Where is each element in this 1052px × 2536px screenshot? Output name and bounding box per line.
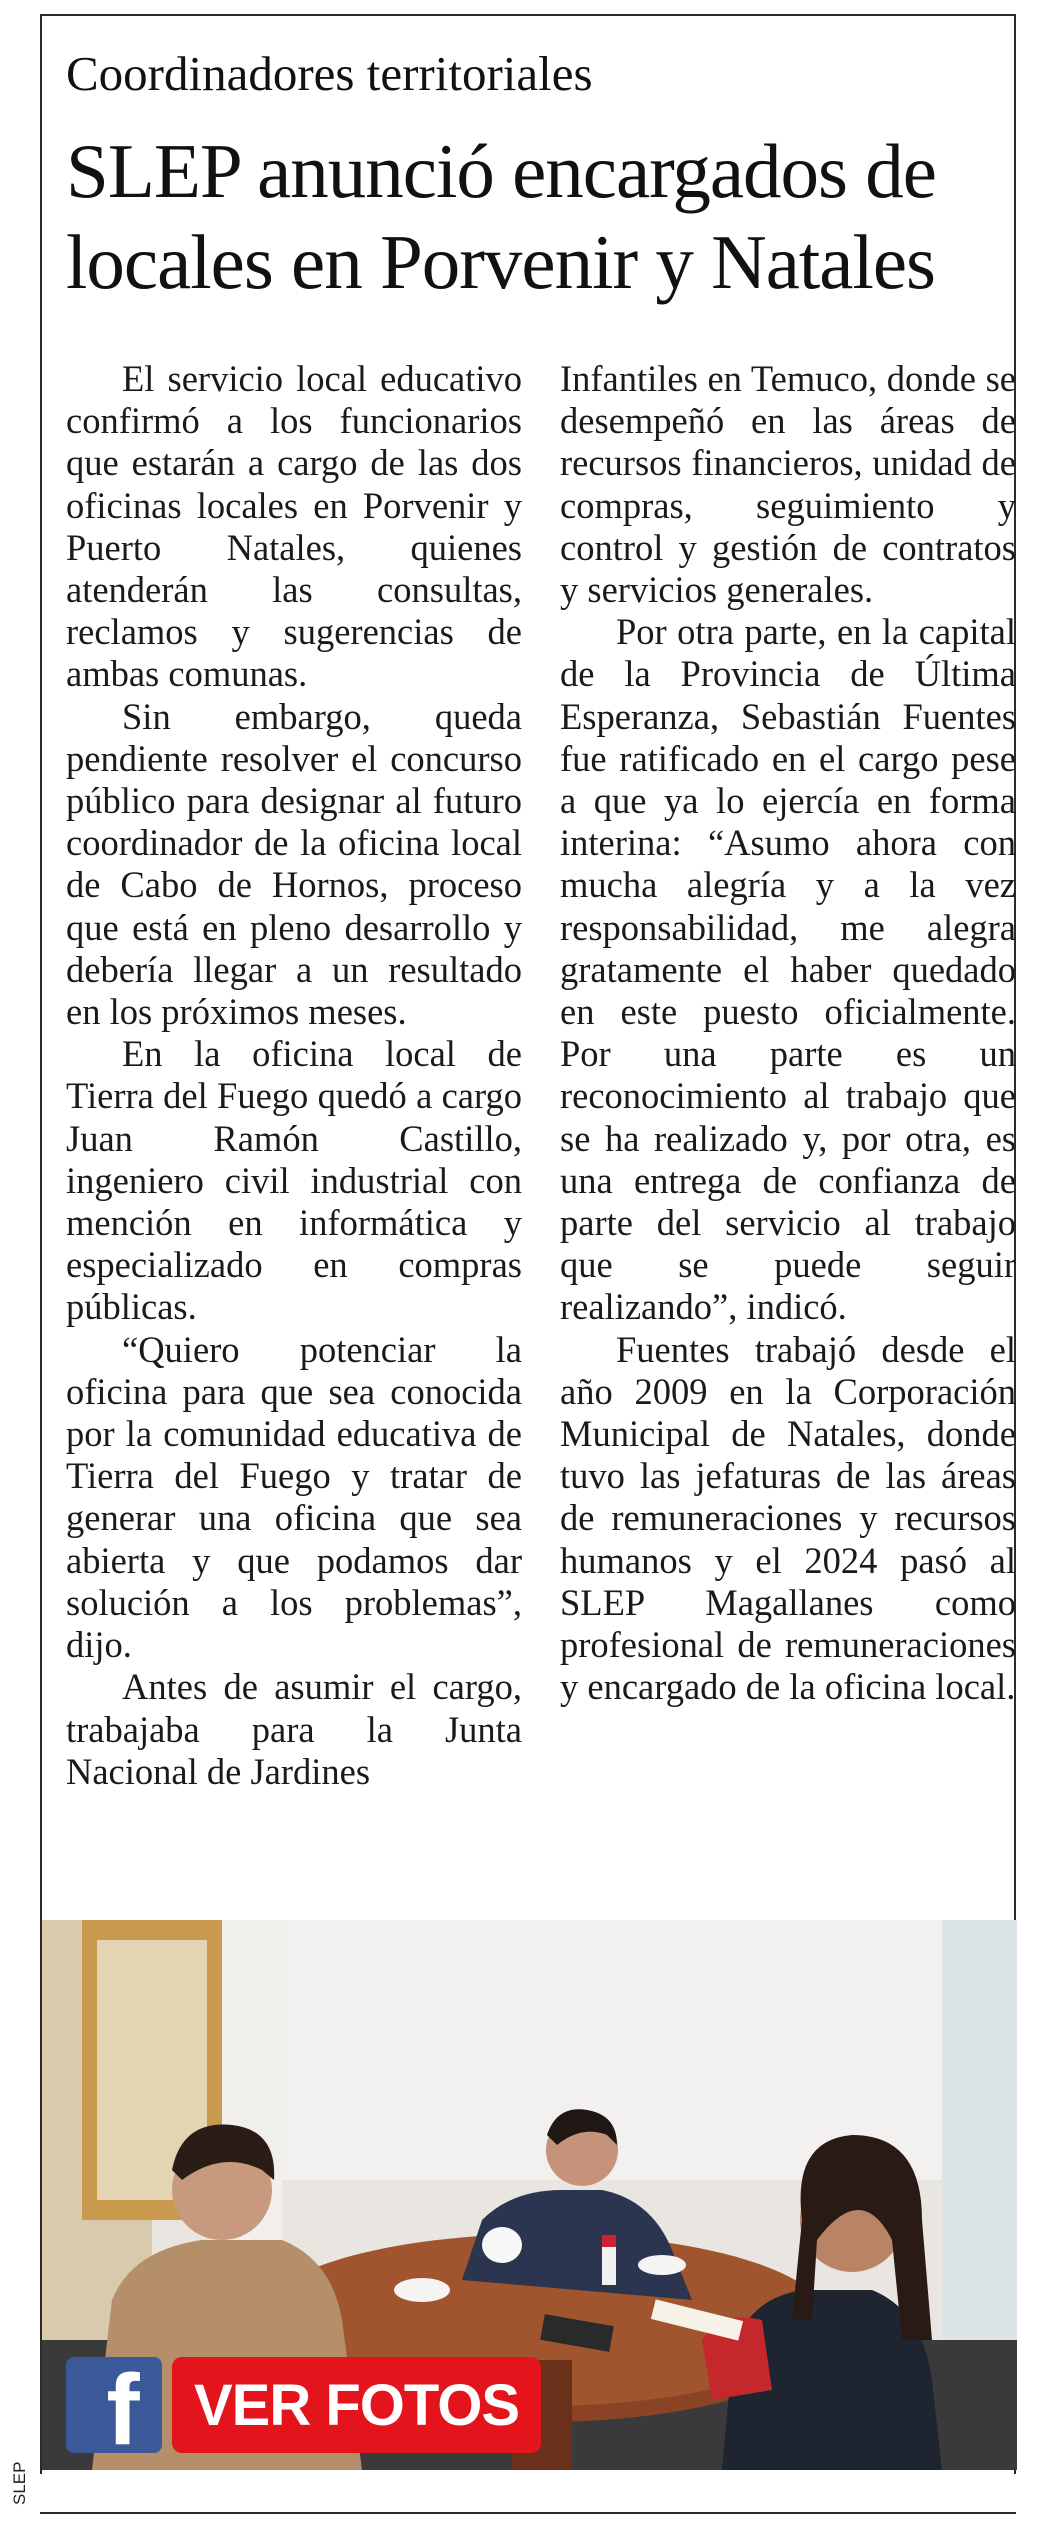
article-paragraph: Por otra parte, en la capital de la Provincia de Última Esperanza, Sebastián Fuentes fue ratificado en el cargo pese a que ya lo ejercía en forma interina: “Asumo ahora con mucha alegría y a la vez responsabilidad, me alegra gratamente el haber quedado en este puesto oficialmente. Por una parte es un reconocimiento al trabajo que se ha realizado y, por otra, es una entrega de confianza de parte del servicio al trabajo que se puede seguir realizando”, indicó.: [560, 611, 1016, 1328]
article-paragraph: Antes de asumir el cargo, trabajaba para la Junta Nacional de Jardines: [66, 1666, 522, 1792]
ver-fotos-button[interactable]: [66, 2357, 541, 2453]
article-paragraph: Sin embargo, queda pendiente resolver el concurso público para designar al futuro coordinador de la oficina local de Cabo de Hornos, proceso que está en pleno desarrollo y debería llegar a un resultado en los próximos meses.: [66, 695, 522, 1033]
article-kicker: Coordinadores territoriales: [66, 46, 593, 101]
facebook-icon: f: [66, 2357, 162, 2453]
article-paragraph: En la oficina local de Tierra del Fuego quedó a cargo Juan Ramón Castillo, ingeniero civil industrial con mención en informática y especializado en compras públicas.: [66, 1033, 522, 1328]
bottom-rule: [40, 2512, 1016, 2514]
article-paragraph: “Quiero potenciar la oficina para que sea conocida por la comunidad educativa de Tierra del Fuego y tratar de generar una oficina que sea abierta y que podamos dar solución a los problemas”, dijo.: [66, 1328, 522, 1666]
article-paragraph: Infantiles en Temuco, donde se desempeñó en las áreas de recursos financieros, unidad de compras, seguimiento y control y gestión de contratos y servicios generales.: [560, 358, 1016, 611]
article-paragraph: El servicio local educativo confirmó a los funcionarios que estarán a cargo de las dos oficinas locales en Porvenir y Puerto Natales, quienes atenderán las consultas, reclamos y sugerencias de ambas comunas.: [66, 358, 522, 695]
article-column-left: [66, 358, 522, 1793]
headline-line-2: locales en Porvenir y Natales: [66, 219, 936, 305]
article-paragraph: Fuentes trabajó desde el año 2009 en la Corporación Municipal de Natales, donde tuvo las jefaturas de las áreas de remuneraciones y recursos humanos y el 2024 pasó al SLEP Magallanes como profesional de remuneraciones y encargado de la oficina local.: [560, 1328, 1016, 1708]
headline-line-1: SLEP anunció encargados de: [66, 128, 936, 214]
article-column-right: [560, 358, 1016, 1709]
article-headline: [66, 126, 1006, 308]
ver-fotos-label: VER FOTOS: [172, 2357, 541, 2453]
photo-credit: SLEP: [10, 2461, 29, 2505]
